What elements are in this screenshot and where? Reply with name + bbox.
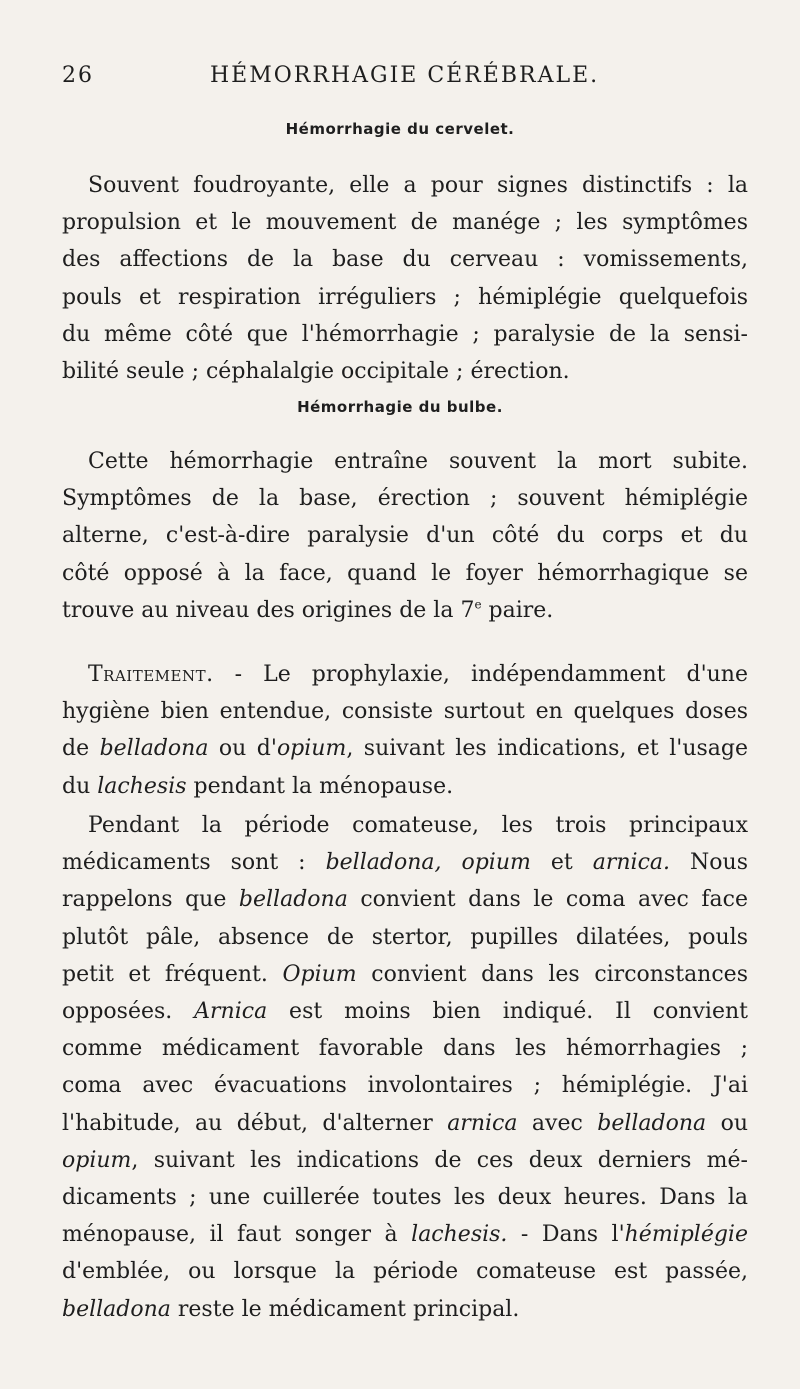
running-header (0, 61, 800, 91)
paragraph-traitement (62, 656, 748, 805)
text-line: de belladona ou d'opium, suivant les indications, et l'usage (62, 736, 748, 762)
text-line: Cette hémorrhagie entraîne souvent la mort subite. (88, 449, 748, 474)
paragraph-bulbe (62, 443, 748, 629)
heading-cervelet: Hémorrhagie du cervelet. (285, 120, 515, 138)
text-line: comme médicament favorable dans les hémorrhagies ; (62, 1036, 748, 1062)
text-line: rappelons que belladona convient dans le coma avec face (62, 887, 748, 913)
text-line: médicaments sont : belladona, opium et arnica. Nous (62, 850, 748, 876)
text-line: des affections de la base du cerveau : vomissements, (62, 247, 748, 273)
page-number: 26 (62, 63, 94, 88)
text-line: alterne, c'est-à-dire paralysie d'un côté du corps et du (62, 523, 748, 549)
text-line: l'habitude, au début, d'alterner arnica avec belladona ou (62, 1110, 748, 1136)
text-line: coma avec évacuations involontaires ; hémiplégie. J'ai (62, 1073, 748, 1099)
text-line: propulsion et le mouvement de manége ; les symptômes (62, 210, 748, 236)
text-line: petit et fréquent. Opium convient dans les circonstances (62, 961, 748, 987)
traitement-label: Traitement. (88, 662, 214, 687)
text-line: Souvent foudroyante, elle a pour signes distinctifs : la (88, 173, 748, 198)
text-line: du même côté que l'hémorrhagie ; paralysie de la sensi- (62, 321, 748, 347)
text-line: opium, suivant les indications de ces deux derniers mé- (62, 1147, 748, 1173)
text-line: bilité seule ; céphalalgie occipitale ; érection. (62, 359, 570, 385)
running-title: HÉMORRHAGIE CÉRÉBRALE. (210, 63, 600, 88)
paragraph-comateuse (62, 807, 748, 1328)
paragraph-cervelet (62, 167, 748, 390)
text-line: Traitement. - Le prophylaxie, indépendamment d'une (88, 662, 748, 687)
text-line: pouls et respiration irréguliers ; hémiplégie quelquefois (62, 284, 748, 310)
text-line: belladona reste le médicament principal. (62, 1296, 520, 1322)
text-line: dicaments ; une cuillerée toutes les deux heures. Dans la (62, 1185, 748, 1211)
text-line: d'emblée, ou lorsque la période comateuse est passée, (62, 1259, 748, 1285)
text-line: Symptômes de la base, érection ; souvent hémiplégie (62, 486, 748, 512)
text-line: opposées. Arnica est moins bien indiqué. Il convient (62, 999, 748, 1025)
text-line: hygiène bien entendue, consiste surtout en quelques doses (62, 699, 748, 725)
text-line: côté opposé à la face, quand le foyer hémorrhagique se (62, 560, 748, 586)
superscript: e (474, 597, 482, 612)
heading-bulbe: Hémorrhagie du bulbe. (297, 398, 503, 416)
text-line: trouve au niveau des origines de la 7e paire. (62, 597, 554, 623)
text-line: du lachesis pendant la ménopause. (62, 773, 454, 799)
text-line: ménopause, il faut songer à lachesis. - Dans l'hémiplégie (62, 1222, 748, 1248)
text-line: plutôt pâle, absence de stertor, pupilles dilatées, pouls (62, 924, 748, 950)
text-line: Pendant la période comateuse, les trois principaux (88, 813, 748, 838)
